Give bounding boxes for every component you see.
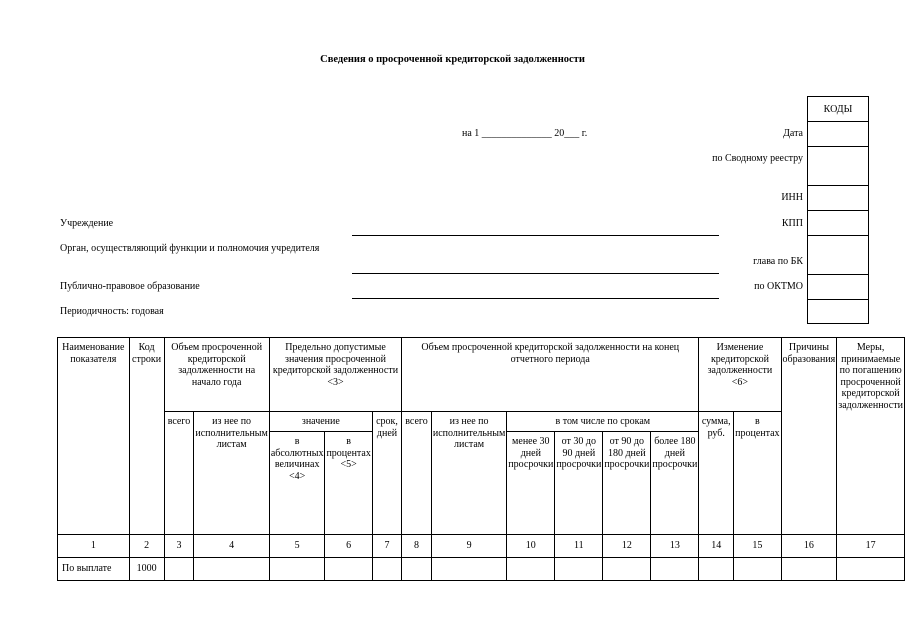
column-number: 14 — [699, 535, 734, 558]
data-cell[interactable] — [699, 558, 734, 581]
header-start-total: всего — [164, 412, 194, 535]
field-line-founder[interactable] — [352, 273, 719, 274]
codes-table — [807, 96, 869, 324]
codes-header: КОДЫ — [808, 97, 869, 122]
column-number: 2 — [129, 535, 164, 558]
header-by-terms: в том числе по срокам — [507, 412, 699, 432]
column-number: 17 — [837, 535, 905, 558]
header-indicator-name: Наименование показателя — [58, 338, 130, 535]
code-cell-date[interactable] — [808, 122, 869, 147]
data-cell[interactable] — [734, 558, 781, 581]
code-cell-inn[interactable] — [808, 186, 869, 211]
header-end-total: всего — [402, 412, 432, 535]
header-absolute: в абсолютных величинах <4> — [269, 432, 325, 535]
code-cell-registry[interactable] — [808, 147, 869, 186]
column-number-row — [58, 535, 905, 558]
header-30-90: от 30 до 90 дней просрочки — [555, 432, 603, 535]
data-cell[interactable] — [651, 558, 699, 581]
header-term-days: срок, дней — [372, 412, 401, 535]
column-number: 10 — [507, 535, 555, 558]
data-cell[interactable] — [164, 558, 194, 581]
column-number: 6 — [325, 535, 372, 558]
report-date-line: на 1 ______________ 20___ г. — [462, 128, 588, 139]
header-measures: Меры, принимаемые по погашению просроченной кредиторской задолженности — [837, 338, 905, 535]
header-lt30: менее 30 дней просрочки — [507, 432, 555, 535]
header-gt180: более 180 дней просрочки — [651, 432, 699, 535]
header-90-180: от 90 до 180 дней просрочки — [603, 432, 651, 535]
data-cell[interactable] — [837, 558, 905, 581]
data-cell[interactable] — [555, 558, 603, 581]
column-number: 11 — [555, 535, 603, 558]
column-number: 15 — [734, 535, 781, 558]
header-limits: Предельно допустимые значения просроченной кредиторской задолженности <3> — [269, 338, 401, 412]
column-number: 7 — [372, 535, 401, 558]
column-number: 4 — [194, 535, 269, 558]
column-number: 3 — [164, 535, 194, 558]
field-label-public-entity: Публично-правовое образование — [60, 281, 200, 292]
data-cell[interactable] — [603, 558, 651, 581]
field-label-founder: Орган, осуществляющий функции и полномочия учредителя — [60, 243, 320, 254]
row-name-payment: По выплате — [58, 558, 130, 581]
header-line-code: Код строки — [129, 338, 164, 535]
codes-label-inn: ИНН — [781, 192, 803, 203]
field-label-periodicity: Периодичность: годовая — [60, 306, 164, 317]
header-percent: в процентах — [734, 412, 781, 535]
field-label-institution: Учреждение — [60, 218, 114, 229]
code-cell-oktmo[interactable] — [808, 275, 869, 300]
code-cell-kpp[interactable] — [808, 211, 869, 236]
data-cell[interactable] — [194, 558, 269, 581]
header-value: значение — [269, 412, 372, 432]
data-cell[interactable] — [781, 558, 837, 581]
column-number: 5 — [269, 535, 325, 558]
codes-label-date: Дата — [783, 128, 803, 139]
data-cell[interactable] — [431, 558, 506, 581]
codes-label-registry: по Сводному реестру — [712, 153, 803, 164]
column-number: 16 — [781, 535, 837, 558]
code-cell-bk[interactable] — [808, 236, 869, 275]
table-row — [58, 558, 905, 581]
column-number: 1 — [58, 535, 130, 558]
header-percent5: в процентах <5> — [325, 432, 372, 535]
data-cell[interactable] — [402, 558, 432, 581]
column-number: 8 — [402, 535, 432, 558]
row-code-payment: 1000 — [129, 558, 164, 581]
header-sum-rub: сумма, руб. — [699, 412, 734, 535]
header-reasons: Причины образования — [781, 338, 837, 535]
data-cell[interactable] — [372, 558, 401, 581]
column-number: 9 — [431, 535, 506, 558]
codes-label-oktmo: по ОКТМО — [754, 281, 803, 292]
column-number: 13 — [651, 535, 699, 558]
header-end-exec: из нее по исполнительным листам — [431, 412, 506, 535]
header-change: Изменение кредиторской задолженности <6> — [699, 338, 781, 412]
data-cell[interactable] — [507, 558, 555, 581]
codes-label-bk: глава по БК — [753, 256, 803, 267]
header-volume-start: Объем просроченной кредиторской задолженности на начало года — [164, 338, 269, 412]
data-cell[interactable] — [269, 558, 325, 581]
overdue-payables-table — [57, 337, 905, 581]
column-number: 12 — [603, 535, 651, 558]
field-line-public-entity[interactable] — [352, 298, 719, 299]
codes-label-kpp: КПП — [781, 218, 803, 229]
field-line-institution[interactable] — [352, 235, 719, 236]
data-cell[interactable] — [325, 558, 372, 581]
code-cell-periodicity[interactable] — [808, 300, 869, 324]
header-volume-end: Объем просроченной кредиторской задолженности на конец отчетного периода — [402, 338, 699, 412]
page-title: Сведения о просроченной кредиторской задолженности — [320, 54, 585, 65]
header-start-exec: из нее по исполнительным листам — [194, 412, 269, 535]
